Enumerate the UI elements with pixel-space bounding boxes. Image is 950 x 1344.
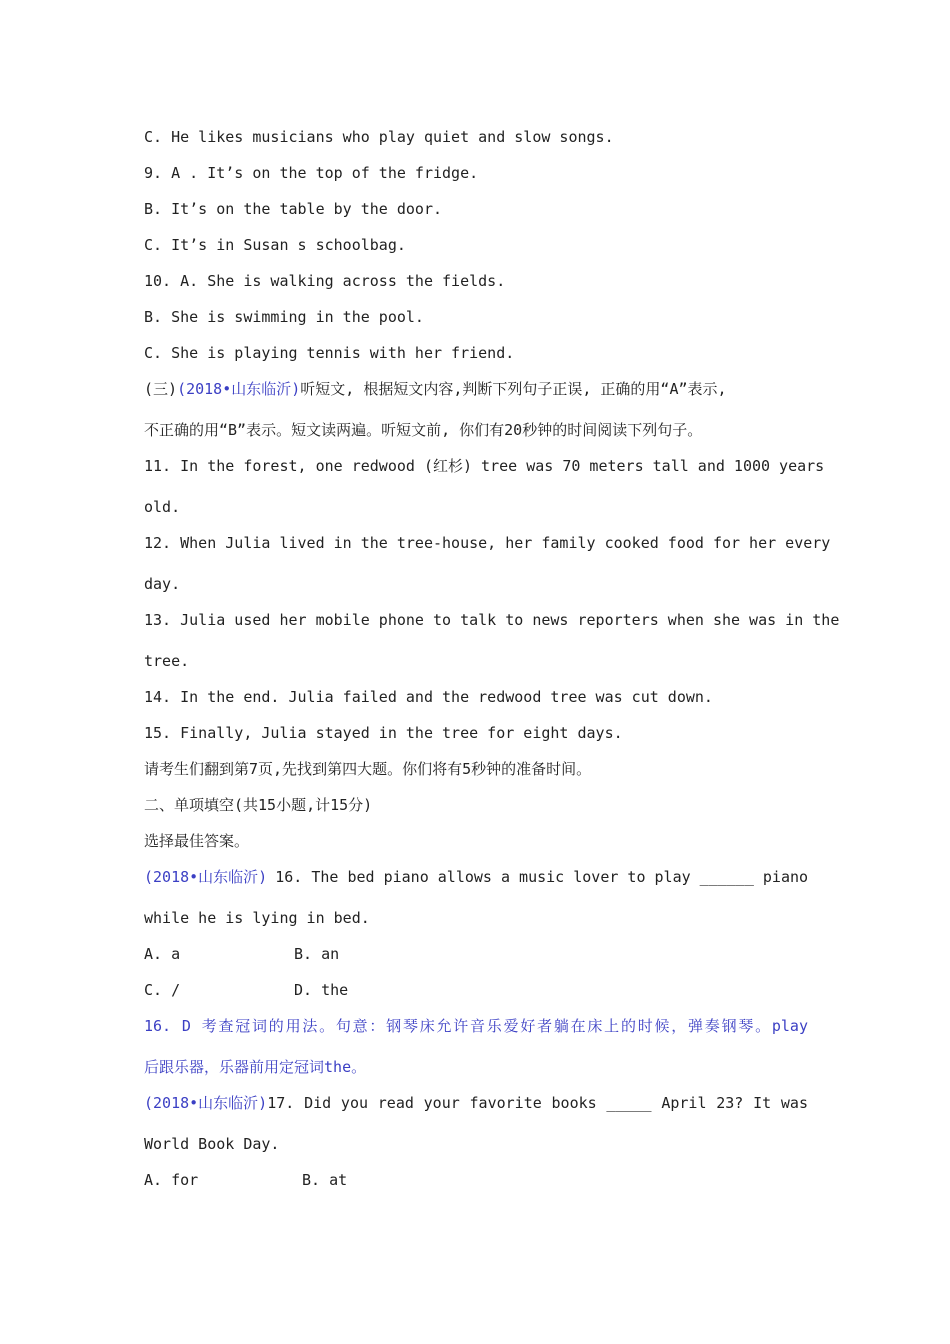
- section3-heading: [144, 379, 808, 399]
- q8-option-c: C. He likes musicians who play quiet and slow songs.: [144, 128, 614, 146]
- section3-instruction: 听短文, 根据短文内容,判断下列句子正误, 正确的用“A”表示,: [300, 380, 727, 398]
- q16-option-d: D. the: [294, 981, 349, 999]
- q14: 14. In the end. Julia failed and the redwood tree was cut down.: [144, 688, 713, 706]
- q16-answer-line1: 16. D 考查冠词的用法。句意：钢琴床允许音乐爱好者躺在床上的时候，弹奏钢琴。play: [144, 1017, 808, 1035]
- turn-page-instruction: 请考生们翻到第7页,先找到第四大题。你们将有5秒钟的准备时间。: [144, 760, 592, 778]
- q16-answer-line2: 后跟乐器，乐器前用定冠词the。: [144, 1058, 367, 1076]
- section3-instruction-cont: 不正确的用“B”表示。短文读两遍。听短文前, 你们有20秒钟的时间阅读下列句子。: [144, 421, 703, 439]
- q12-line2: day.: [144, 575, 181, 593]
- q9-option-b: B. It’s on the table by the door.: [144, 200, 443, 218]
- q17-line2: World Book Day.: [144, 1135, 280, 1153]
- section3-prefix: (三): [144, 380, 178, 398]
- q9-option-a: 9. A . It’s on the top of the fridge.: [144, 164, 479, 182]
- q11-line1: 11. In the forest, one redwood (红杉) tree was 70 meters tall and 1000 years: [144, 457, 825, 475]
- q10-option-a: 10. A. She is walking across the fields.: [144, 272, 506, 290]
- choose-instruction: 选择最佳答案。: [144, 832, 250, 850]
- q17-options-row1: [144, 1170, 808, 1190]
- q17-option-a: A. for: [144, 1171, 199, 1189]
- q16-source-tag: (2018•山东临沂): [144, 868, 268, 886]
- q15: 15. Finally, Julia stayed in the tree for eight days.: [144, 724, 623, 742]
- q12-line1: 12. When Julia lived in the tree-house, her family cooked food for her every: [144, 534, 831, 552]
- q17-option-b: B. at: [302, 1171, 348, 1189]
- q16-line1: [144, 867, 808, 887]
- q16-option-c: C. /: [144, 981, 181, 999]
- q16-line2: while he is lying in bed.: [144, 909, 370, 927]
- q10-option-c: C. She is playing tennis with her friend.: [144, 344, 515, 362]
- q16-question: 16. The bed piano allows a music lover to play ______ piano: [275, 868, 809, 886]
- part2-title: 二、单项填空(共15小题,计15分): [144, 796, 373, 814]
- q11-line2: old.: [144, 498, 181, 516]
- q13-line1: 13. Julia used her mobile phone to talk to news reporters when she was in the: [144, 611, 840, 629]
- q16-options-row2: [144, 980, 808, 1000]
- q16-options-row1: [144, 944, 808, 964]
- q17-line1: [144, 1093, 808, 1113]
- q17-source-tag: (2018•山东临沂): [144, 1094, 268, 1112]
- q13-line2: tree.: [144, 652, 190, 670]
- q10-option-b: B. She is swimming in the pool.: [144, 308, 424, 326]
- section3-source-tag: (2018•山东临沂): [177, 380, 301, 398]
- q9-option-c: C. It’s in Susan s schoolbag.: [144, 236, 406, 254]
- q17-question: 17. Did you read your favorite books _____ April 23? It was: [267, 1094, 808, 1112]
- q16-option-b: B. an: [294, 945, 340, 963]
- q16-option-a: A. a: [144, 945, 181, 963]
